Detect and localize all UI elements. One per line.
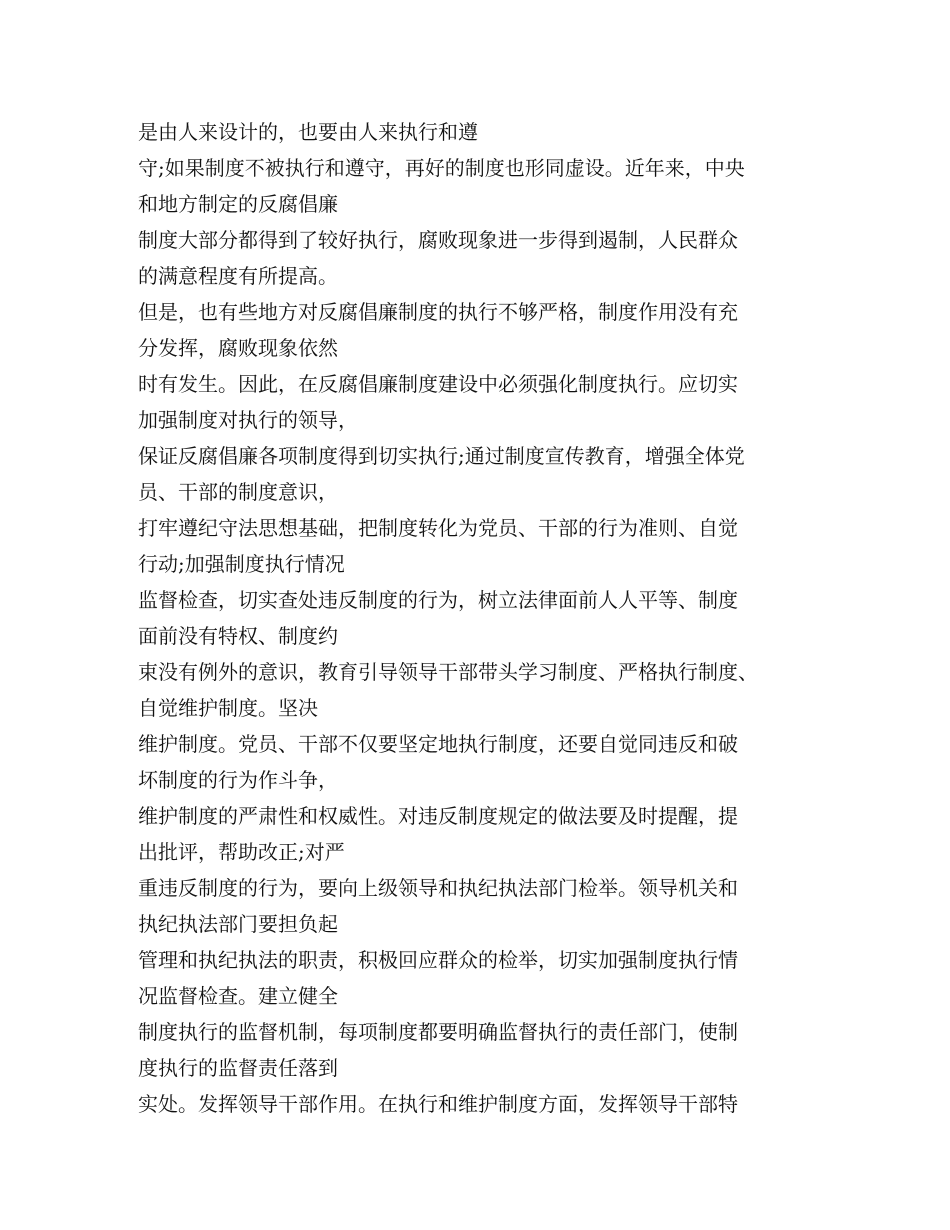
text-line: 管理和执纪执法的职责，积极回应群众的检举，切实加强制度执行情 — [138, 948, 738, 972]
text-line: 束没有例外的意识，教育引导领导干部带头学习制度、严格执行制度、 — [138, 660, 758, 684]
text-line: 保证反腐倡廉各项制度得到切实执行;通过制度宣传教育，增强全体党 — [138, 444, 745, 468]
text-line: 维护制度。党员、干部不仅要坚定地执行制度，还要自觉同违反和破 — [138, 732, 738, 756]
text-line: 时有发生。因此，在反腐倡廉制度建设中必须强化制度执行。应切实 — [138, 372, 738, 396]
text-line: 分发挥，腐败现象依然 — [138, 336, 338, 360]
text-line: 守;如果制度不被执行和遵守，再好的制度也形同虚设。近年来，中央 — [138, 156, 745, 180]
text-line: 实处。发挥领导干部作用。在执行和维护制度方面，发挥领导干部特 — [138, 1092, 738, 1116]
text-line: 况监督检查。建立健全 — [138, 984, 338, 1008]
text-line: 制度执行的监督机制，每项制度都要明确监督执行的责任部门，使制 — [138, 1020, 738, 1044]
text-line: 行动;加强制度执行情况 — [138, 552, 345, 576]
text-line: 加强制度对执行的领导， — [138, 408, 358, 432]
text-line: 自觉维护制度。坚决 — [138, 696, 318, 720]
text-line: 和地方制定的反腐倡廉 — [138, 192, 338, 216]
text-line: 制度大部分都得到了较好执行，腐败现象进一步得到遏制，人民群众 — [138, 228, 738, 252]
text-line: 打牢遵纪守法思想基础，把制度转化为党员、干部的行为准则、自觉 — [138, 516, 738, 540]
text-line: 面前没有特权、制度约 — [138, 624, 338, 648]
text-line: 出批评，帮助改正;对严 — [138, 840, 345, 864]
text-line: 员、干部的制度意识， — [138, 480, 338, 504]
text-line: 是由人来设计的，也要由人来执行和遵 — [138, 120, 478, 144]
text-line: 但是，也有些地方对反腐倡廉制度的执行不够严格，制度作用没有充 — [138, 300, 738, 324]
text-line: 执纪执法部门要担负起 — [138, 912, 338, 936]
text-line: 监督检查，切实查处违反制度的行为，树立法律面前人人平等、制度 — [138, 588, 738, 612]
body-text — [138, 114, 838, 1122]
text-line: 重违反制度的行为，要向上级领导和执纪执法部门检举。领导机关和 — [138, 876, 738, 900]
text-line: 坏制度的行为作斗争， — [138, 768, 338, 792]
text-line: 的满意程度有所提高。 — [138, 264, 338, 288]
text-line: 度执行的监督责任落到 — [138, 1056, 338, 1080]
text-line: 维护制度的严肃性和权威性。对违反制度规定的做法要及时提醒，提 — [138, 804, 738, 828]
